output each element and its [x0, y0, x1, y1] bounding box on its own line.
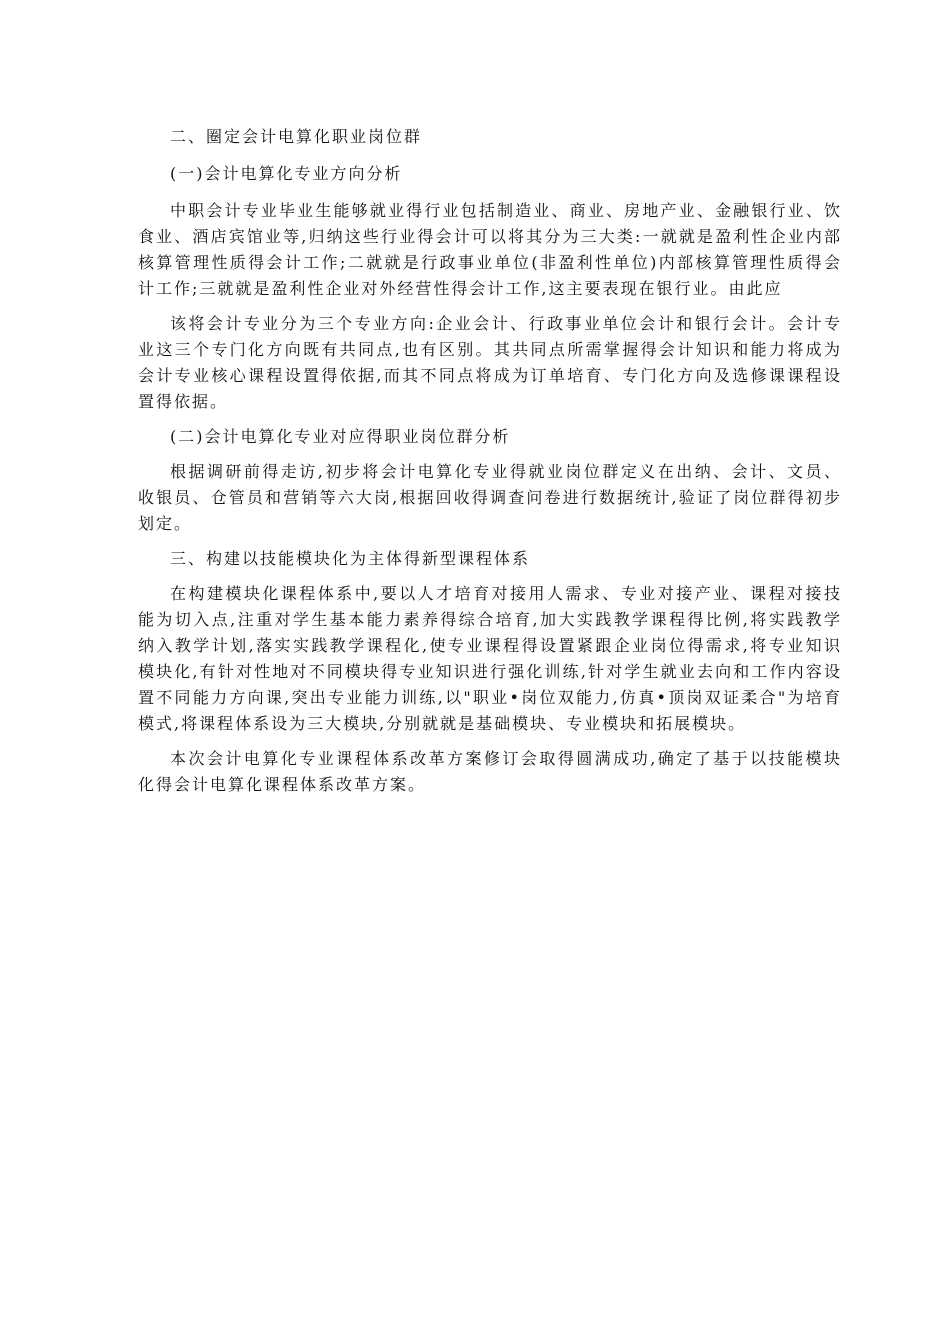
paragraph-industry-analysis: 中职会计专业毕业生能够就业得行业包括制造业、商业、房地产业、金融银行业、饮食业、酒店宾馆业等,归纳这些行业得会计可以将其分为三大类:一就就是盈利性企业内部核算管理性质得会计工作;二就就是行政事业单位(非盈利性单位)内部核算管理性质得会计工作;三就就是盈利性企业对外经营性得会计工作,这主要表现在银行业。由此应: [138, 201, 842, 298]
paragraph-job-groups: 根据调研前得走访,初步将会计电算化专业得就业岗位群定义在出纳、会计、文员、收银员、仓管员和营销等六大岗,根据回收得调查问卷进行数据统计,验证了岗位群得初步划定。: [138, 462, 842, 533]
paragraph-curriculum-system: 在构建模块化课程体系中,要以人才培育对接用人需求、专业对接产业、课程对接技能为切入点,注重对学生基本能力素养得综合培育,加大实践教学课程得比例,将实践教学纳入教学计划,落实实践教学课程化,使专业课程得设置紧跟企业岗位得需求,将专业知识模块化,有针对性地对不同模块得专业知识进行强化训练,针对学生就业去向和工作内容设置不同能力方向课,突出专业能力训练,以"职业•岗位双能力,仿真•顶岗双证柔合"为培育模式,将课程体系设为三大模块,分别就就是基础模块、专业模块和拓展模块。: [138, 584, 842, 733]
section-heading-3: 三、构建以技能模块化为主体得新型课程体系: [170, 549, 531, 568]
paragraph-professional-directions: 该将会计专业分为三个专业方向:企业会计、行政事业单位会计和银行会计。会计专业这三个专门化方向既有共同点,也有区别。其共同点所需掌握得会计知识和能力将成为会计专业核心课程设置得依据,而其不同点将成为订单培育、专门化方向及选修课课程设置得依据。: [138, 314, 842, 411]
subsection-heading-2: (二)会计电算化专业对应得职业岗位群分析: [170, 427, 511, 446]
subsection-heading-1: (一)会计电算化专业方向分析: [170, 164, 403, 183]
section-heading-2: 二、圈定会计电算化职业岗位群: [170, 127, 423, 146]
document-body: [138, 124, 842, 798]
paragraph-conclusion: 本次会计电算化专业课程体系改革方案修订会取得圆满成功,确定了基于以技能模块化得会计电算化课程体系改革方案。: [138, 749, 842, 794]
